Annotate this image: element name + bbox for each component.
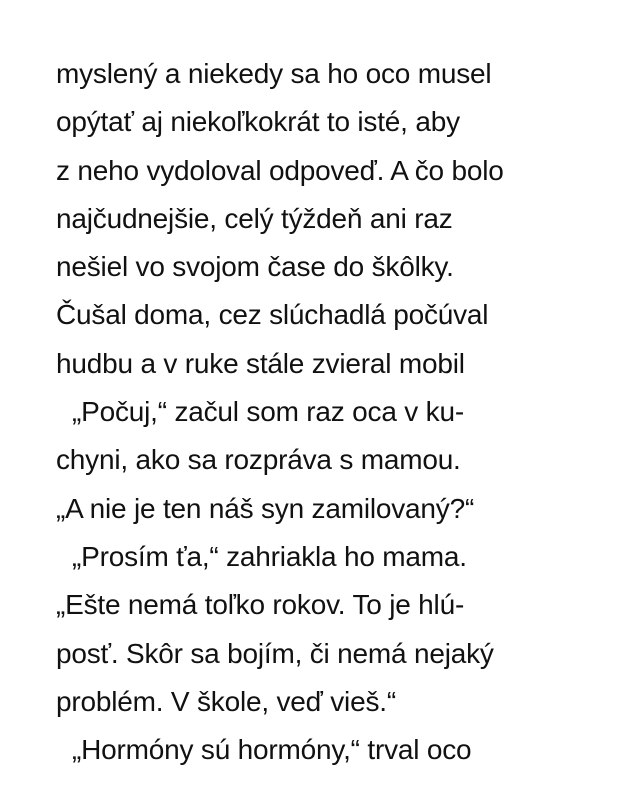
text-line: „A nie je ten náš syn zamilovaný?“ [56, 492, 475, 524]
text-line: Čušal doma, cez slúchadlá počúval [56, 299, 489, 331]
text-line: „Ešte nemá toľko rokov. To je hlú- [56, 589, 465, 621]
text-line: myslený a niekedy sa ho oco musel [56, 58, 492, 89]
text-line: chyni, ako sa rozpráva s mamou. [56, 444, 461, 476]
text-line: problém. V škole, veď vieš.“ [56, 685, 396, 717]
text-line: „Prosím ťa,“ zahriakla ho mama. [72, 540, 467, 572]
text-line: najčudnejšie, celý týždeň ani raz [56, 202, 453, 234]
text-line: posť. Skôr sa bojím, či nemá nejaký [56, 637, 494, 669]
text-line: z neho vydoloval odpoveď. A čo bolo [56, 154, 504, 186]
text-line: „Hormóny sú hormóny,“ trval oco [72, 734, 472, 766]
text-line: nešiel vo svojom čase do škôlky. [56, 251, 454, 283]
body-text [0, 50, 640, 774]
text-line: hudbu a v ruke stále zvieral mobil [56, 347, 465, 379]
text-line: „Počuj,“ začul som raz oca v ku- [72, 396, 464, 428]
text-line: opýtať aj niekoľkokrát to isté, aby [56, 106, 460, 138]
